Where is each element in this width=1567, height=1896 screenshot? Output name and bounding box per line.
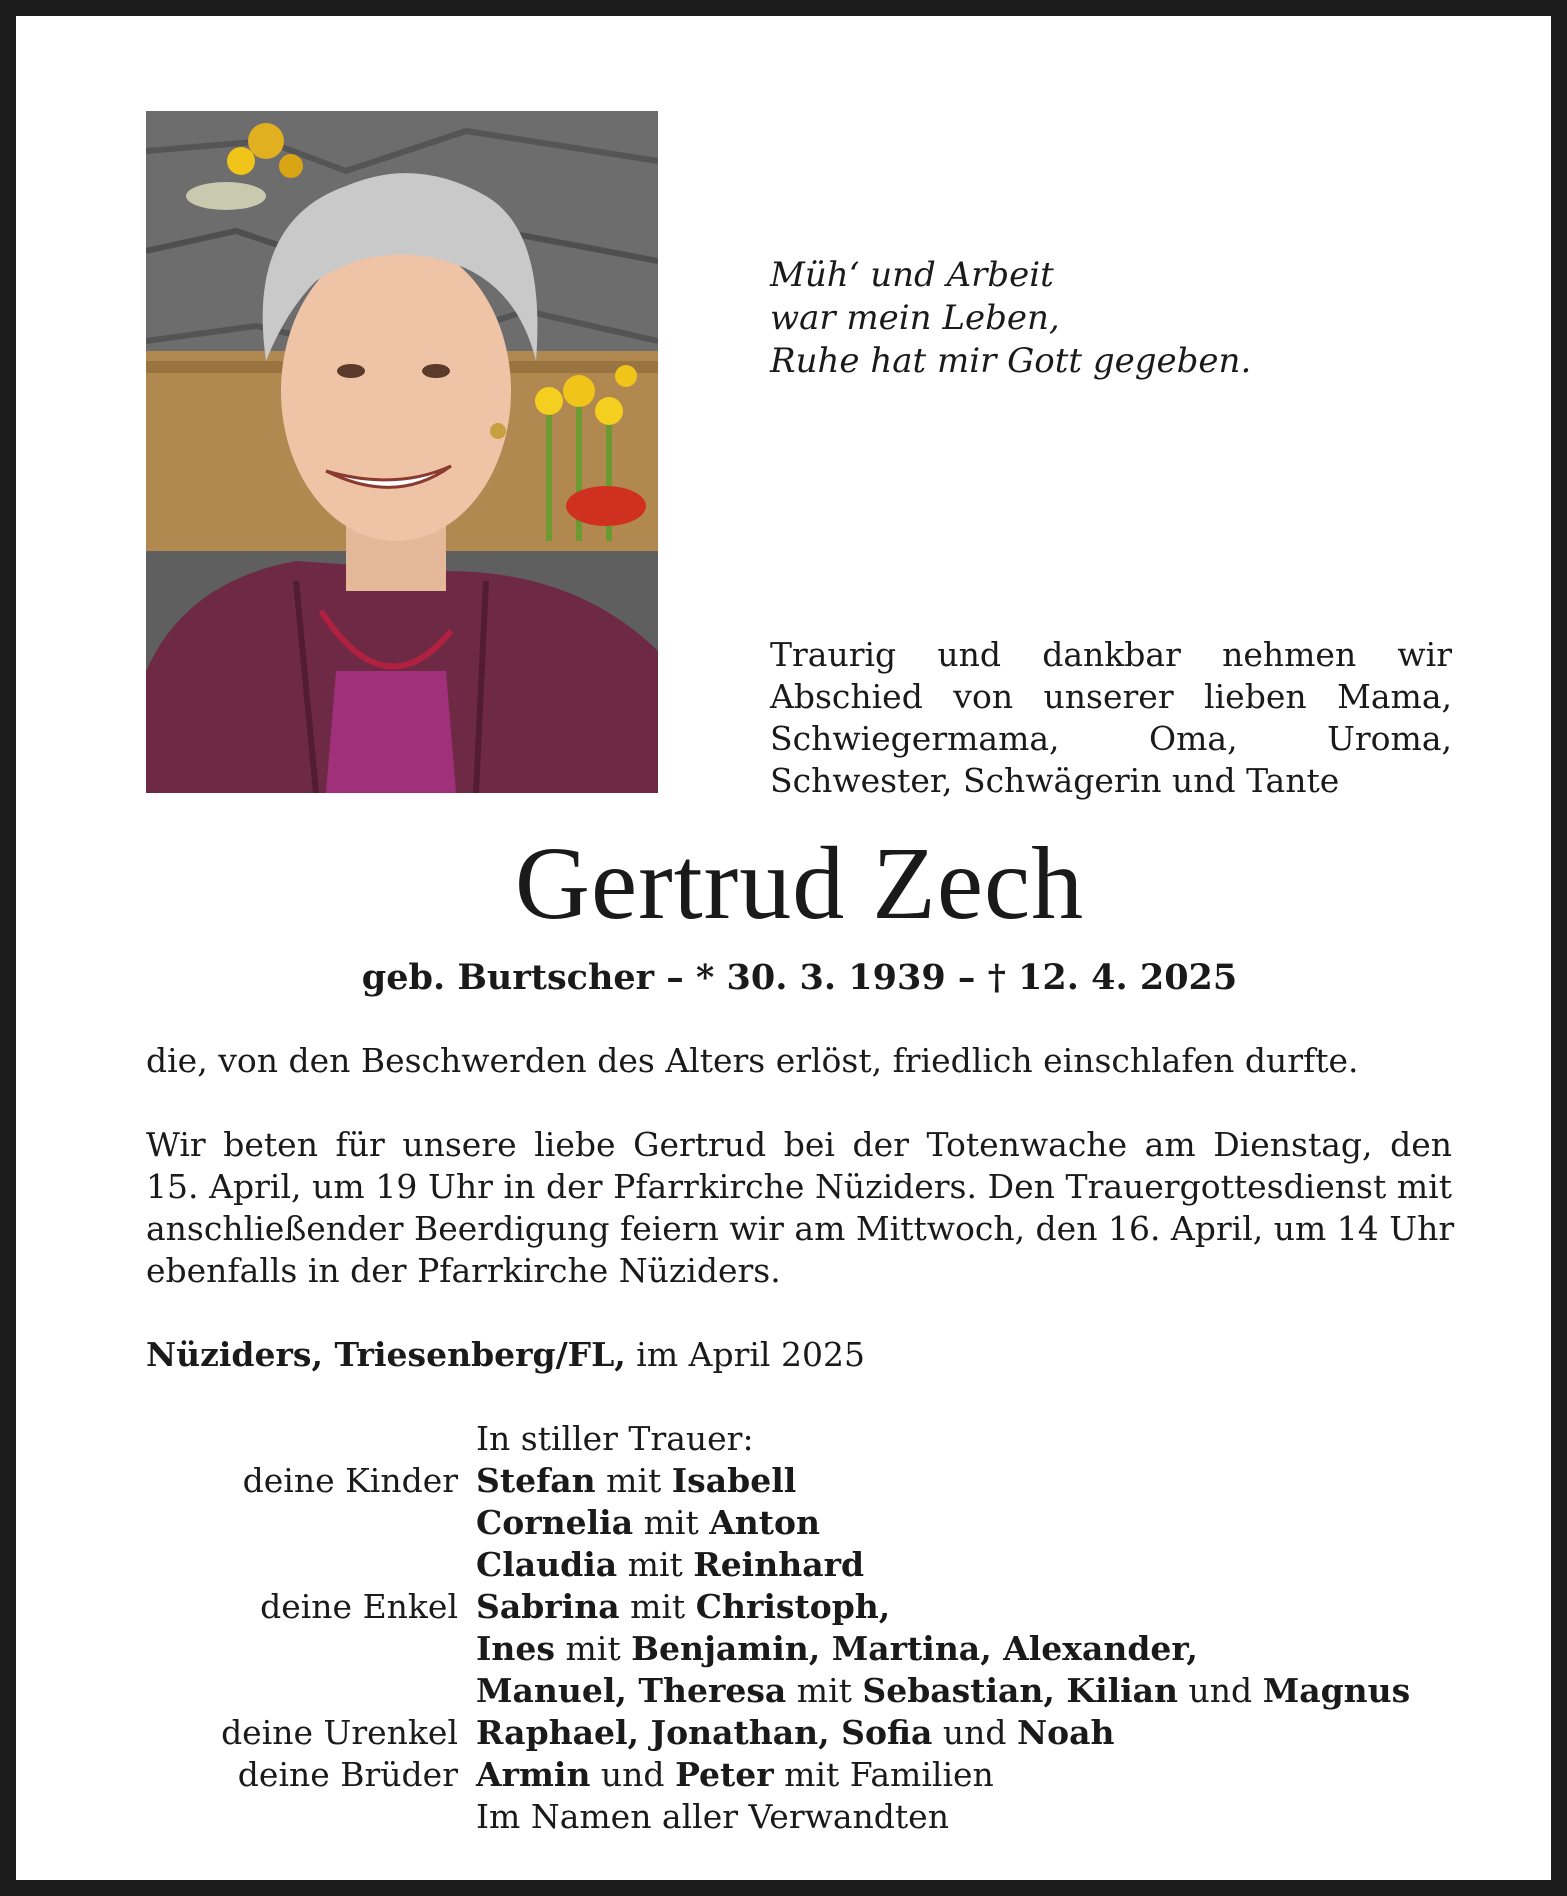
service-line: anschließender Beerdigung feiern wir am Mittwoch, den 16. April, um 14 Uhr bbox=[146, 1209, 1455, 1248]
relation-label: deine Kinder bbox=[242, 1461, 458, 1500]
connector: mit Familien bbox=[773, 1755, 994, 1794]
place-names: Nüziders, Triesenberg/FL, bbox=[146, 1335, 626, 1374]
mourners-heading-row bbox=[146, 1418, 1452, 1460]
closing-line: Im Namen aller Verwandten bbox=[476, 1797, 949, 1836]
service-line: ebenfalls in der Pfarrkirche Nüziders. bbox=[146, 1251, 781, 1290]
poem-line: war mein Leben, bbox=[770, 298, 1060, 338]
place-date bbox=[146, 1334, 865, 1376]
connector: mit bbox=[633, 1503, 710, 1542]
connector: mit bbox=[786, 1671, 863, 1710]
mourner-name: Isabell bbox=[671, 1461, 797, 1500]
connector: und bbox=[1178, 1671, 1263, 1710]
mourner-name: Stefan bbox=[476, 1461, 596, 1500]
mourner-row bbox=[146, 1670, 1452, 1712]
mourner-name: Ines bbox=[476, 1629, 556, 1668]
relation-label: deine Urenkel bbox=[221, 1713, 458, 1752]
mourners-list bbox=[146, 1418, 1452, 1838]
deceased-name: Gertrud Zech bbox=[514, 826, 1085, 941]
mourner-name: Anton bbox=[709, 1503, 821, 1542]
mourner-name: Claudia bbox=[476, 1545, 618, 1584]
connector: und bbox=[590, 1755, 676, 1794]
mourner-row bbox=[146, 1754, 1452, 1796]
mourner-name: Cornelia bbox=[476, 1503, 634, 1542]
mourner-row bbox=[146, 1586, 1452, 1628]
mourner-row bbox=[146, 1628, 1452, 1670]
connector: mit bbox=[595, 1461, 672, 1500]
relation-label: deine Brüder bbox=[237, 1755, 458, 1794]
mourner-row bbox=[146, 1712, 1452, 1754]
connector: mit bbox=[555, 1629, 632, 1668]
poem-line: Müh‘ und Arbeit bbox=[770, 255, 1054, 295]
intro-text bbox=[770, 634, 1452, 802]
mourner-row bbox=[146, 1544, 1452, 1586]
paragraph-service bbox=[146, 1124, 1455, 1292]
intro-line: Schwiegermama, Oma, Uroma, bbox=[770, 719, 1452, 758]
mourner-name: Christoph, bbox=[695, 1587, 891, 1626]
mourner-name: Manuel, Theresa bbox=[476, 1671, 787, 1710]
mourner-name: Armin bbox=[476, 1755, 591, 1794]
intro-line: Schwester, Schwägerin und Tante bbox=[770, 761, 1340, 800]
service-line: Wir beten für unsere liebe Gertrud bei der Totenwache am Dienstag, den bbox=[146, 1125, 1452, 1164]
relation-label: deine Enkel bbox=[260, 1587, 458, 1626]
mourner-name: Peter bbox=[675, 1755, 774, 1794]
mourner-name: Sabrina bbox=[476, 1587, 620, 1626]
mourner-row bbox=[146, 1460, 1452, 1502]
connector: mit bbox=[619, 1587, 696, 1626]
birth-death-dates: geb. Burtscher – * 30. 3. 1939 – † 12. 4. 2025 bbox=[361, 957, 1238, 998]
mourner-name: Noah bbox=[1016, 1713, 1115, 1752]
portrait-photo bbox=[146, 111, 658, 793]
mourner-name: Sebastian, Kilian bbox=[862, 1671, 1179, 1710]
mourner-name: Reinhard bbox=[693, 1545, 865, 1584]
mourner-name: Magnus bbox=[1262, 1671, 1411, 1710]
connector: und bbox=[932, 1713, 1017, 1752]
mourner-row bbox=[146, 1502, 1452, 1544]
poem bbox=[770, 254, 1251, 383]
poem-line: Ruhe hat mir Gott gegeben. bbox=[770, 341, 1252, 381]
mourners-heading: In stiller Trauer: bbox=[476, 1419, 754, 1458]
mourner-name: Raphael, Jonathan, Sofia bbox=[476, 1713, 933, 1752]
paragraph-peaceful: die, von den Beschwerden des Alters erlöst, friedlich einschlafen durfte. bbox=[146, 1041, 1359, 1080]
closing-row bbox=[146, 1796, 1452, 1838]
connector: mit bbox=[617, 1545, 694, 1584]
service-line: 15. April, um 19 Uhr in der Pfarrkirche Nüziders. Den Trauergottesdienst mit bbox=[146, 1167, 1452, 1206]
mourner-name: Benjamin, Martina, Alexander, bbox=[631, 1629, 1198, 1668]
portrait-illustration bbox=[146, 111, 658, 793]
intro-line: Abschied von unserer lieben Mama, bbox=[770, 677, 1452, 716]
place-month: im April 2025 bbox=[625, 1335, 865, 1374]
intro-line: Traurig und dankbar nehmen wir bbox=[770, 635, 1452, 674]
